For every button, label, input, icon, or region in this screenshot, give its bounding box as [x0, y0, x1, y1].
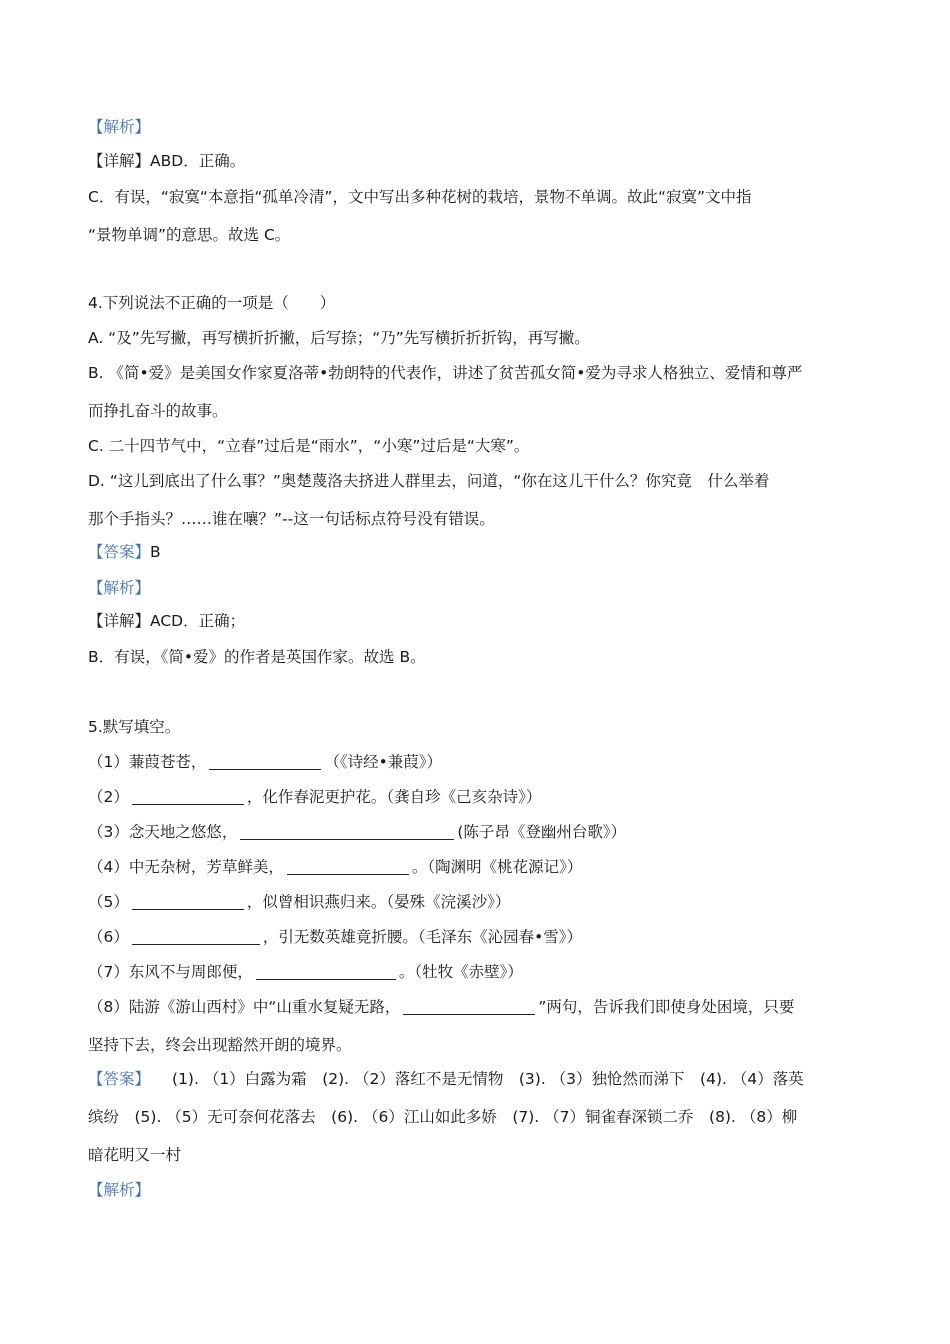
detail-line: 【详解】ACD．正确； — [88, 612, 246, 630]
option-b: B. 《简•爱》是美国女作家夏洛蒂•勃朗特的代表作，讲述了贫苦孤女简•爱为寻求人格独立、爱情和尊严 — [88, 364, 803, 382]
fill-item-3: （3）念天地之悠悠， (陈子昂《登幽州台歌》） — [88, 823, 627, 841]
fill-item-5: （5） ，似曾相识燕归来。（晏殊《浣溪沙》） — [88, 893, 511, 911]
question-title: 5.默写填空。 — [88, 718, 181, 736]
fill-blank[interactable] — [256, 963, 396, 980]
analysis-label: 【解析】 — [88, 118, 151, 136]
fill-blank[interactable] — [287, 858, 409, 875]
fill-item-8-cont: 坚持下去，终会出现豁然开朗的境界。 — [88, 1036, 352, 1054]
fill-item-2: （2） ，化作春泥更护花。（龚自珍《己亥杂诗》） — [88, 788, 542, 806]
fill-blank[interactable] — [240, 823, 454, 840]
question-title: 4.下列说法不正确的一项是（ ） — [88, 294, 336, 312]
option-d-cont: 那个手指头？……谁在嚷？”--这一句话标点符号没有错误。 — [88, 510, 495, 528]
fill-blank[interactable] — [132, 928, 260, 945]
fill-item-6: （6） ，引无数英雄竟折腰。（毛泽东《沁园春•雪》） — [88, 928, 583, 946]
fill-item-1: （1）蒹葭苍苍， （《诗经•兼葭》） — [88, 753, 443, 771]
fill-item-8: （8）陆游《游山西村》中“山重水复疑无路， ”两句，告诉我们即使身处困境，只要 — [88, 998, 795, 1016]
fill-blank[interactable] — [403, 998, 535, 1015]
explanation-line: “景物单调”的意思。故选 C。 — [88, 226, 291, 244]
option-b-cont: 而挣扎奋斗的故事。 — [88, 402, 228, 420]
explanation-line: B．有误，《简•爱》的作者是英国作家。故选 B。 — [88, 648, 426, 666]
answer-line-cont: 暗花明又一村 — [88, 1146, 182, 1164]
fill-item-4: （4）中无杂树，芳草鲜美， 。（陶渊明《桃花源记》） — [88, 858, 583, 876]
fill-item-7: （7）东风不与周郎便， 。（牡牧《赤壁》） — [88, 963, 523, 981]
analysis-label: 【解析】 — [88, 1181, 151, 1199]
fill-blank[interactable] — [209, 753, 321, 770]
option-c: C. 二十四节气中，“立春”过后是“雨水”，“小寒”过后是“大寒”。 — [88, 437, 530, 455]
detail-line: 【详解】ABD．正确。 — [88, 152, 246, 170]
explanation-line: C．有误，“寂寞“本意指“孤单冷清”，文中写出多种花树的栽培，景物不单调。故此“寂寞”文中指 — [88, 188, 752, 206]
answer-line-cont: 缤纷 (5). （5）无可奈何花落去 (6). （6）江山如此多娇 (7). （7）铜雀春深锁二乔 (8). （8）柳 — [88, 1108, 798, 1126]
option-d: D. “这儿到底出了什么事？”奥楚蔑洛夫挤进人群里去，问道，“你在这儿干什么？你究竟 什么举着 — [88, 472, 770, 490]
fill-blank[interactable] — [132, 788, 244, 805]
answer-line: 【答案】 (1). （1）白露为霜 (2). （2）落红不是无情物 (3). （3）独怆然而涕下 (4). （4）落英 — [88, 1070, 804, 1088]
fill-blank[interactable] — [132, 893, 244, 910]
option-a: A. “及”先写撇，再写横折折撇，后写捺；“乃”先写横折折折钩，再写撇。 — [88, 329, 590, 347]
analysis-label: 【解析】 — [88, 579, 151, 597]
answer-line: 【答案】B — [88, 543, 161, 561]
